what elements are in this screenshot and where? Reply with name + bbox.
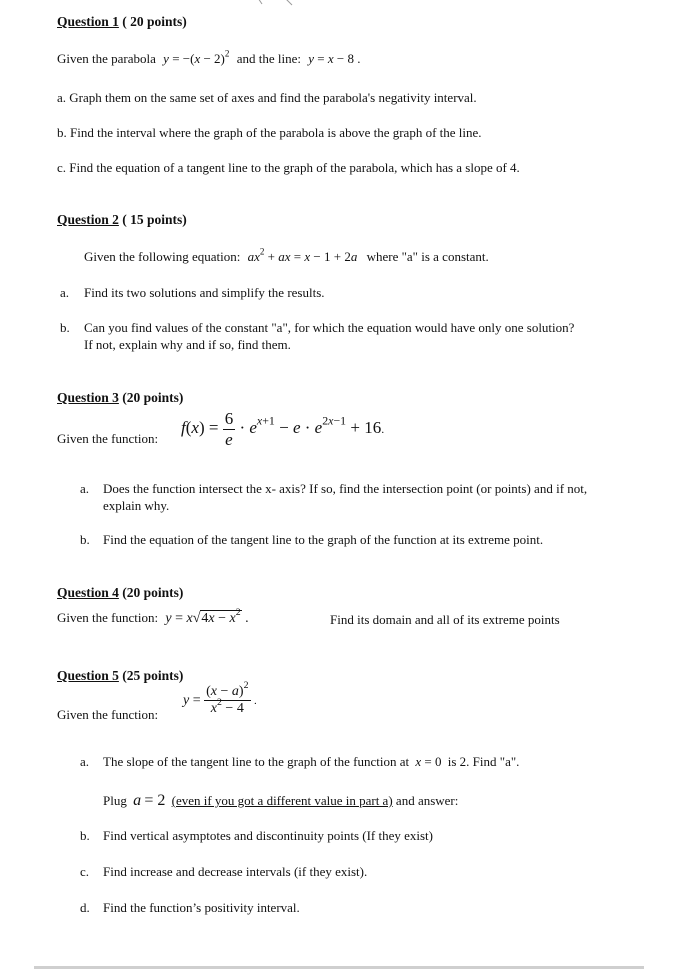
q5-function-formula: y = $\frac{(x - a)^2}{x^2 - 4}$ .: [183, 680, 257, 717]
q4-points: (20 points): [118, 585, 184, 600]
q2-b-text-line1: Can you find values of the constant "a", for which the equation would have only one solution?: [84, 320, 575, 335]
q5-a-label: a.: [80, 754, 90, 769]
q5-a-text-part2: is 2. Find "a".: [447, 754, 520, 769]
q2-given: [84, 246, 489, 266]
q5-c-label: c.: [80, 864, 90, 879]
q5-plug-suffix: and answer:: [392, 793, 459, 808]
q5-b-text: Find vertical asymptotes and discontinuity points (If they exist): [103, 828, 434, 843]
q3-b-text: Find the equation of the tangent line to the graph of the function at its extreme point.: [103, 532, 544, 547]
q2-a-text: Find its two solutions and simplify the results.: [84, 285, 325, 300]
q5-plug: [103, 791, 458, 812]
q2-given-prefix: Given the following equation:: [84, 249, 241, 264]
q2-heading: [57, 211, 187, 229]
q4-number: Question 4: [57, 585, 119, 600]
q1-heading: [57, 13, 187, 31]
q3-a-text-line1: Does the function intersect the x- axis? If so, find the intersection point (or points) and if not,: [103, 481, 588, 496]
q3-number: Question 3: [57, 390, 119, 405]
q5-a-condition: x = 0: [415, 754, 442, 769]
q1-part-a: a. Graph them on the same set of axes and find the parabola's negativity interval.: [57, 90, 477, 105]
q5-given-prefix: Given the function:: [57, 707, 159, 722]
bottom-divider: [34, 966, 644, 969]
q5-number: Question 5: [57, 668, 119, 683]
q5-d-label: d.: [80, 900, 90, 915]
q3-b-label: b.: [80, 532, 90, 547]
q5-fraction: $\frac{(x - a)^2}{x^2 - 4}$: [206, 680, 249, 717]
q5-plug-note: (even if you got a different value in part a): [171, 793, 393, 808]
q2-b-text-line2: If not, explain why and if so, find them.: [84, 337, 291, 352]
q3-fraction: $\frac{6}{e}$: [224, 409, 234, 449]
q5-points: (25 points): [118, 668, 184, 683]
q5-d-text: Find the function’s positivity interval.: [103, 900, 300, 915]
q3-a-label: a.: [80, 481, 90, 496]
q5-a-text-part1: The slope of the tangent line to the graph of the function at: [103, 754, 410, 769]
q5-plug-value: a = 2: [133, 792, 166, 809]
q2-points: ( 15 points): [118, 212, 187, 227]
q5-plug-prefix: Plug: [103, 793, 127, 808]
q3-given-prefix: Given the function:: [57, 431, 159, 446]
q2-equation: $ax^2$ + ax = x − 1 + 2a: [247, 246, 358, 264]
q1-number: Question 1: [57, 14, 119, 29]
q3-heading: [57, 389, 183, 407]
q5-a-text: [103, 754, 519, 771]
q1-given-prefix: Given the parabola: [57, 51, 156, 66]
q4-function-formula: $y = x√4x - x^2$ .: [165, 607, 249, 626]
top-edge-marks: [0, 0, 678, 6]
q1-given: [57, 48, 361, 68]
q2-b-label: b.: [60, 320, 70, 335]
q1-line-formula: y = x − 8 .: [308, 51, 361, 66]
q4-given: [57, 607, 249, 628]
q4-heading: [57, 584, 183, 602]
q3-function-formula: f(x) = $\frac{6}{e}$ · $e^{x+1} - e \cdot e^{2x-1} + 16$.: [181, 409, 385, 449]
q1-given-mid: and the line:: [236, 51, 301, 66]
q2-a-label: a.: [60, 285, 70, 300]
q2-number: Question 2: [57, 212, 119, 227]
q3-a-text-line2: explain why.: [103, 498, 170, 513]
q1-parabola-formula: $y = -(x - 2)^2$: [163, 48, 230, 66]
q5-c-text: Find increase and decrease intervals (if they exist).: [103, 864, 368, 879]
q2-given-suffix: where "a" is a constant.: [366, 249, 489, 264]
q5-heading: [57, 667, 183, 685]
q5-b-label: b.: [80, 828, 90, 843]
q4-task: Find its domain and all of its extreme points: [330, 612, 560, 627]
q1-part-c: c. Find the equation of a tangent line to the graph of the parabola, which has a slope of 4.: [57, 160, 520, 175]
q4-given-prefix: Given the function:: [57, 610, 159, 625]
q1-points: ( 20 points): [118, 14, 187, 29]
q3-points: (20 points): [118, 390, 184, 405]
q1-part-b: b. Find the interval where the graph of the parabola is above the graph of the line.: [57, 125, 482, 140]
